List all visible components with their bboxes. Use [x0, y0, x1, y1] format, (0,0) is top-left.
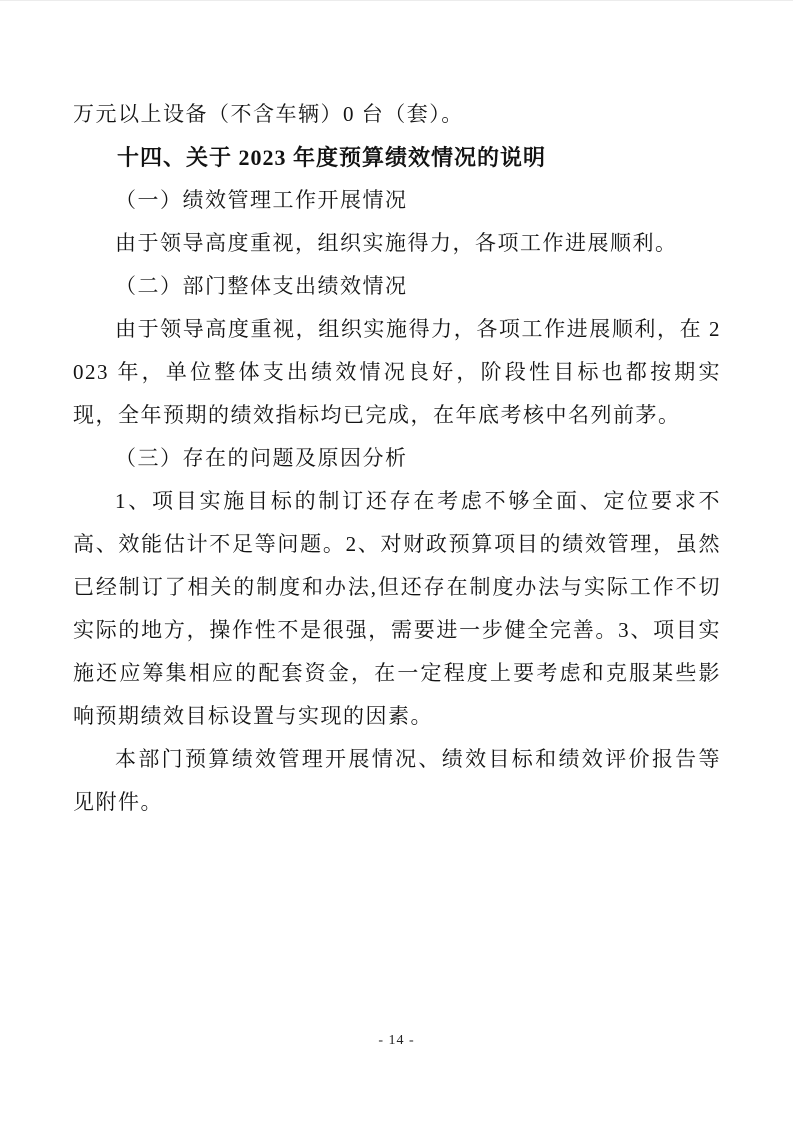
document-body: [73, 93, 721, 824]
paragraph-attachment-note: 本部门预算绩效管理开展情况、绩效目标和绩效评价报告等见附件。: [73, 747, 721, 814]
subheading-2: （二）部门整体支出绩效情况: [115, 274, 408, 298]
subheading-1: （一）绩效管理工作开展情况: [115, 188, 408, 212]
paragraph-overall-expenditure: 由于领导高度重视，组织实施得力，各项工作进展顺利，在 2023 年，单位整体支出绩效情况良好，阶段性目标也都按期实现，全年预期的绩效指标均已完成，在年底考核中名列前茅。: [73, 317, 721, 427]
paragraph-continuation: 万元以上设备（不含车辆）0 台（套）。: [73, 102, 464, 126]
section-heading: 十四、关于 2023 年度预算绩效情况的说明: [117, 145, 547, 170]
subheading-3: （三）存在的问题及原因分析: [115, 446, 408, 470]
page-number: - 14 -: [378, 1033, 415, 1048]
paragraph-performance-management: 由于领导高度重视，组织实施得力，各项工作进展顺利。: [115, 231, 678, 255]
paragraph-problems-analysis: 1、项目实施目标的制订还存在考虑不够全面、定位要求不高、效能估计不足等问题。2、对财政预算项目的绩效管理，虽然已经制订了相关的制度和办法,但还存在制度办法与实际工作不切实际的地方，操作性不是很强，需要进一步健全完善。3、项目实施还应筹集相应的配套资金，在一定程度上要考虑和克服某些影响预期绩效目标设置与实现的因素。: [73, 489, 721, 728]
